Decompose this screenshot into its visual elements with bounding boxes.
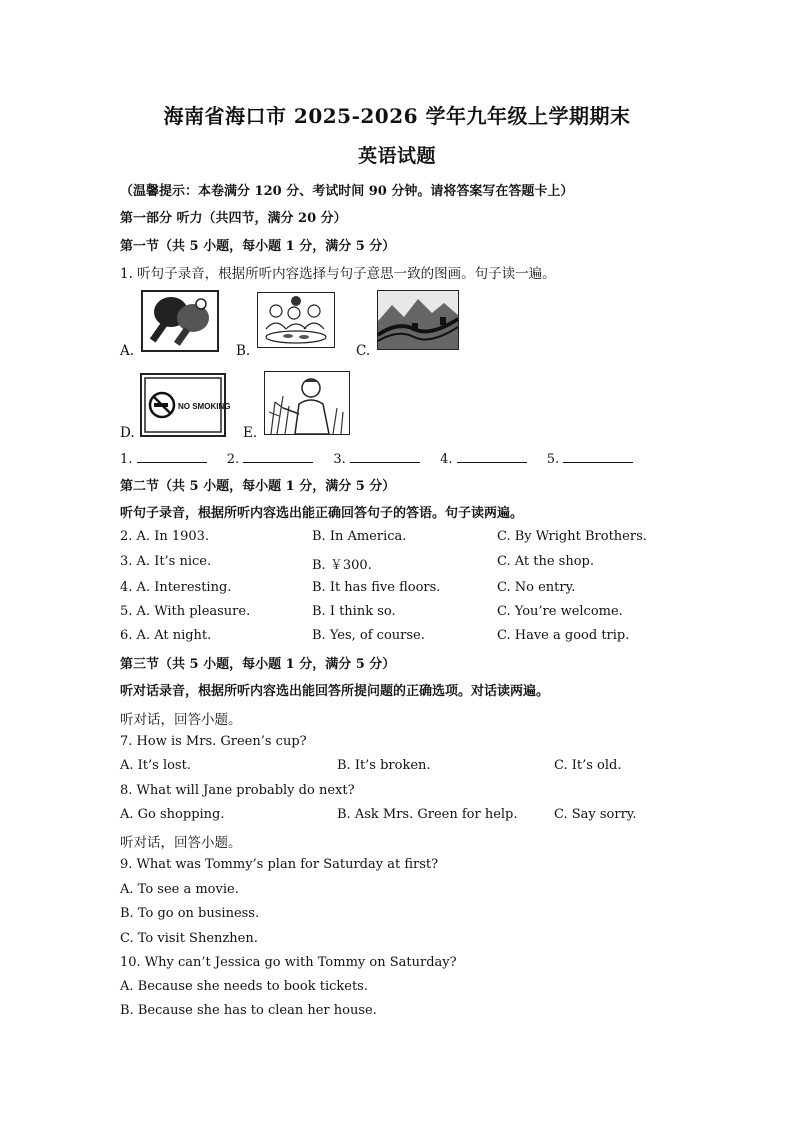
picture-e [264, 371, 350, 435]
exam-notice: （温馨提示：本卷满分 120 分、考试时间 90 分钟。请将答案写在答题卡上） [120, 184, 574, 199]
picture-c [377, 290, 459, 350]
q8-option-a: A. Go shopping. [120, 807, 225, 822]
q7-option-a: A. It’s lost. [120, 758, 191, 773]
answer-blank-2[interactable] [243, 450, 313, 463]
part1-heading: 第一部分 听力（共四节，满分 20 分） [120, 211, 347, 226]
q2-option-a: 2. A. In 1903. [120, 529, 210, 544]
q10-option-b: B. Because she has to clean her house. [120, 1003, 377, 1018]
q3-option-a: 3. A. It’s nice. [120, 554, 212, 569]
picture-d [140, 373, 231, 437]
q9-option-b: B. To go on business. [120, 906, 260, 921]
picture-label-b: B. [236, 343, 251, 359]
answer-blank-1[interactable] [137, 450, 207, 463]
q8-option-c: C. Say sorry. [554, 807, 637, 822]
q6-option-b: B. Yes, of course. [312, 628, 425, 643]
q5-option-c: C. You’re welcome. [497, 604, 623, 619]
picture-label-d: D. [120, 425, 135, 441]
q7-stem: 7. How is Mrs. Green’s cup? [120, 734, 307, 749]
scientist-rice-icon [265, 372, 349, 434]
no-smoking-sign-icon [142, 375, 231, 435]
picture-a [141, 290, 219, 352]
section2-heading: 第二节（共 5 小题，每小题 1 分，满分 5 分） [120, 479, 396, 494]
section1-instruction: 1. 听句子录音，根据所听内容选择与句子意思一致的图画。句子读一遍。 [120, 266, 556, 282]
q6-option-a: 6. A. At night. [120, 628, 212, 643]
section2-instruction: 听句子录音，根据所听内容选出能正确回答句子的答语。句子读两遍。 [120, 506, 524, 521]
picture-b [257, 292, 335, 348]
q3-option-b: B. ￥300. [312, 558, 372, 573]
exam-subtitle: 英语试题 [357, 145, 436, 167]
blank-label-4: 4. [440, 452, 453, 467]
answer-blank-3[interactable] [350, 450, 420, 463]
q5-option-b: B. I think so. [312, 604, 396, 619]
q9-option-a: A. To see a movie. [120, 882, 239, 897]
q6-option-c: C. Have a good trip. [497, 628, 630, 643]
answer-blanks-row [120, 450, 649, 467]
q10-stem: 10. Why can’t Jessica go with Tommy on Saturday? [120, 955, 457, 970]
q4-option-b: B. It has five floors. [312, 580, 441, 595]
q8-stem: 8. What will Jane probably do next? [120, 783, 355, 798]
blank-label-5: 5. [546, 452, 560, 467]
dialogue-intro-2: 听对话，回答小题。 [120, 835, 242, 851]
q4-option-a: 4. A. Interesting. [120, 580, 232, 595]
q4-option-c: C. No entry. [497, 580, 576, 595]
picture-label-c: C. [356, 343, 371, 359]
answer-blank-5[interactable] [563, 450, 633, 463]
q8-option-b: B. Ask Mrs. Green for help. [337, 807, 518, 822]
answer-blank-4[interactable] [457, 450, 527, 463]
section1-heading: 第一节（共 5 小题，每小题 1 分，满分 5 分） [120, 239, 396, 254]
section3-instruction: 听对话录音，根据所听内容选出能回答所提问题的正确选项。对话读两遍。 [120, 684, 550, 699]
blank-label-3: 3. [333, 452, 346, 467]
blank-label-1: 1. [120, 452, 133, 467]
q9-stem: 9. What was Tommy’s plan for Saturday at first? [120, 857, 439, 872]
q2-option-c: C. By Wright Brothers. [497, 529, 647, 544]
ping-pong-paddles-icon [143, 292, 217, 350]
no-smoking-text: NO SMOKING [178, 402, 231, 411]
q2-option-b: B. In America. [312, 529, 407, 544]
blank-label-2: 2. [226, 452, 240, 467]
picture-label-a: A. [120, 343, 135, 359]
exam-title: 海南省海口市 2025-2026 学年九年级上学期期末 [163, 104, 631, 128]
q5-option-a: 5. A. With pleasure. [120, 604, 251, 619]
q7-option-c: C. It’s old. [554, 758, 622, 773]
section3-heading: 第三节（共 5 小题，每小题 1 分，满分 5 分） [120, 657, 396, 672]
q10-option-a: A. Because she needs to book tickets. [120, 979, 368, 994]
q9-option-c: C. To visit Shenzhen. [120, 931, 258, 946]
dialogue-intro-1: 听对话，回答小题。 [120, 712, 242, 728]
q3-option-c: C. At the shop. [497, 554, 595, 569]
q7-option-b: B. It’s broken. [337, 758, 431, 773]
great-wall-icon [378, 291, 458, 349]
picture-label-e: E. [243, 425, 258, 441]
family-dinner-icon [258, 293, 334, 347]
